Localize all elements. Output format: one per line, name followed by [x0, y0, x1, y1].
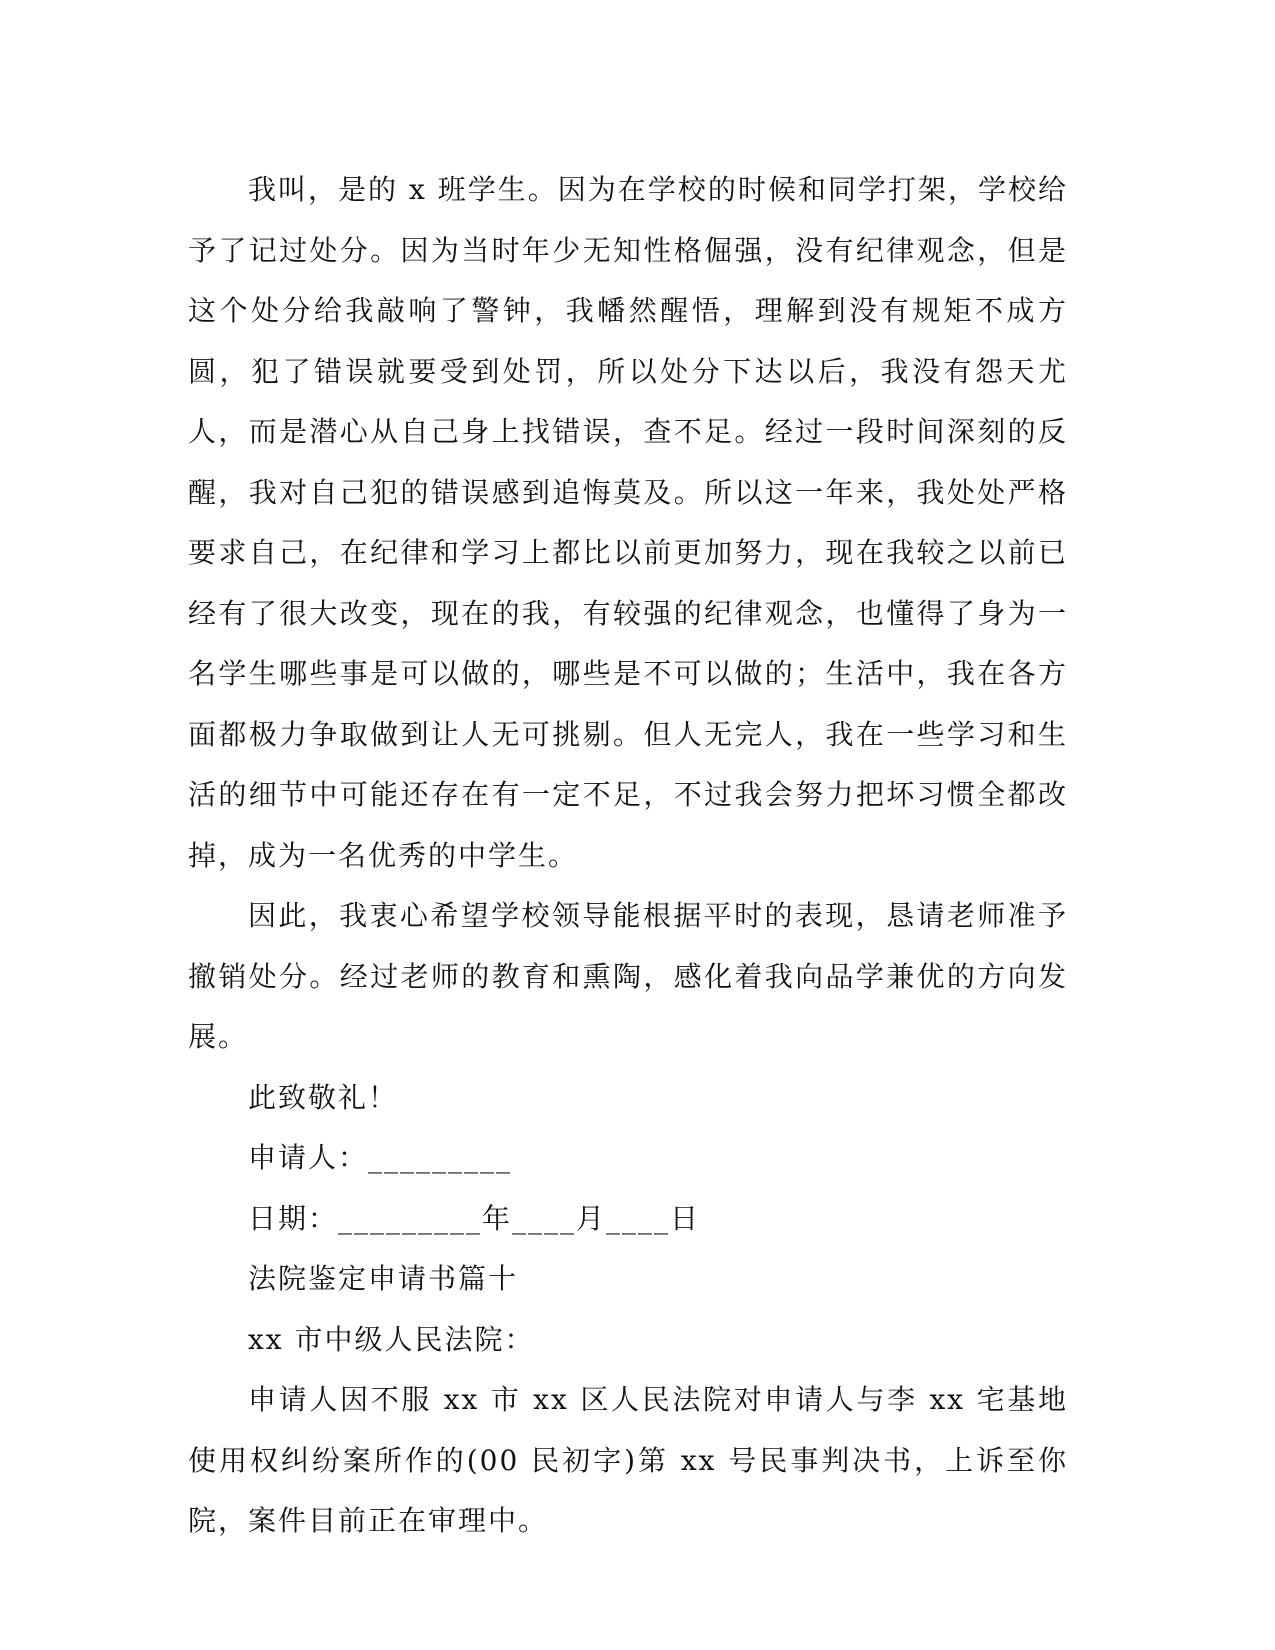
- paragraph-discipline-reflection: 我叫，是的 x 班学生。因为在学校的时候和同学打架，学校给予了记过处分。因为当时年少无知性格倔强，没有纪律观念，但是这个处分给我敲响了警钟，我幡然醒悟，理解到没有规矩不成方圆，犯了错误就要受到处罚，所以处分下达以后，我没有怨天尤人，而是潜心从自己身上找错误，查不足。经过一段时间深刻的反醒，我对自己犯的错误感到追悔莫及。所以这一年来，我处处严格要求自己，在纪律和学习上都比以前更加努力，现在我较之以前已经有了很大改变，现在的我，有较强的纪律观念，也懂得了身为一名学生哪些事是可以做的，哪些是不可以做的；生活中，我在各方面都极力争取做到让人无可挑剔。但人无完人，我在一些学习和生活的细节中可能还存在有一定不足，不过我会努力把坏习惯全都改掉，成为一名优秀的中学生。: [188, 173, 1068, 872]
- applicant-line: 申请人：_________: [248, 1141, 513, 1174]
- paragraph-request-revoke: 因此，我衷心希望学校领导能根据平时的表现，恳请老师准予撤销处分。经过老师的教育和熏陶，感化着我向品学兼优的方向发展。: [188, 899, 1068, 1053]
- addressee-line: xx 市中级人民法院：: [248, 1322, 535, 1356]
- closing-salutation: 此致敬礼！: [248, 1080, 399, 1114]
- section-title: 法院鉴定申请书篇十: [248, 1262, 519, 1295]
- document-body: [188, 160, 1068, 1552]
- date-line: 日期：_________年____月____日: [248, 1201, 701, 1235]
- paragraph-court-appeal: 申请人因不服 xx 市 xx 区人民法院对申请人与李 xx 宅基地使用权纠纷案所作的(00 民初字)第 xx 号民事判决书，上诉至你院，案件目前正在审理中。: [188, 1383, 1068, 1537]
